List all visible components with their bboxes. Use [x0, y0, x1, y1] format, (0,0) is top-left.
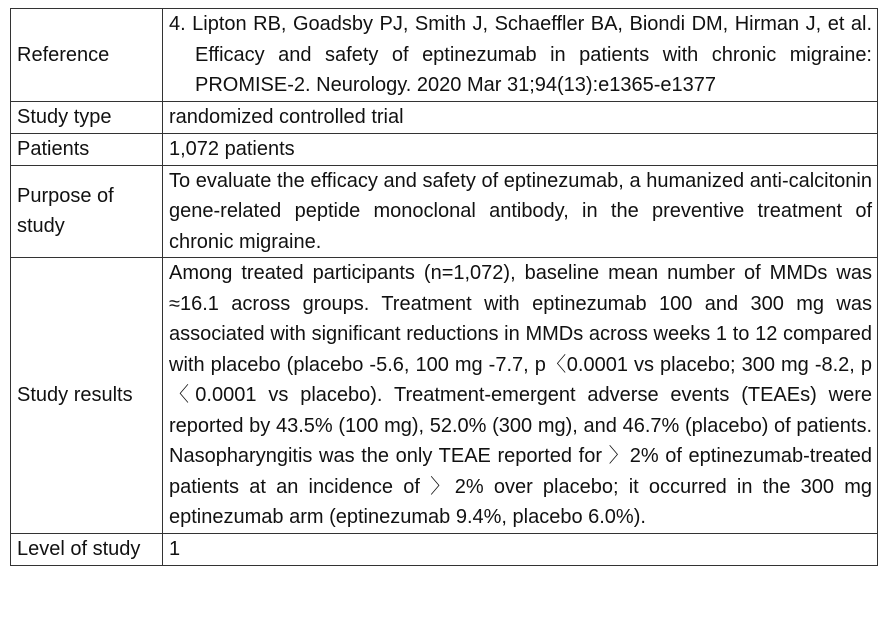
purpose-value: To evaluate the efficacy and safety of eptinezumab, a humanized anti-calcitonin gene-related peptide monoclonal antibody, in the preventive treatment of chronic migraine. — [163, 165, 878, 258]
study-type-value: randomized controlled trial — [163, 101, 878, 133]
study-type-row — [11, 101, 878, 133]
level-row — [11, 533, 878, 565]
results-value: Among treated participants (n=1,072), baseline mean number of MMDs was ≈16.1 across groups. Treatment with eptinezumab 100 and 300 mg was associated with significant reductions in MMDs across weeks 1 to 12 compared with placebo (placebo -5.6, 100 mg -7.7, p〈0.0001 vs placebo; 300 mg -8.2, p〈0.0001 vs placebo). Treatment-emergent adverse events (TEAEs) were reported by 43.5% (100 mg), 52.0% (300 mg), and 46.7% (placebo) of patients. Nasopharyngitis was the only TEAE reported for 〉2% of eptinezumab-treated patients at an incidence of 〉2% over placebo; it occurred in the 300 mg eptinezumab arm (eptinezumab 9.4%, placebo 6.0%). — [163, 258, 878, 534]
results-label: Study results — [11, 258, 163, 534]
reference-value: 4. Lipton RB, Goadsby PJ, Smith J, Schaeffler BA, Biondi DM, Hirman J, et al. Efficacy and safety of eptinezumab in patients with chronic migraine: PROMISE-2. Neurology. 2020 Mar 31;94(13):e1365-e1377 — [169, 13, 872, 96]
results-row — [11, 258, 878, 534]
patients-row — [11, 133, 878, 165]
level-value: 1 — [163, 533, 878, 565]
purpose-label: Purpose of study — [11, 165, 163, 258]
reference-label: Reference — [11, 9, 163, 102]
reference-row — [11, 9, 878, 102]
patients-label: Patients — [11, 133, 163, 165]
level-label: Level of study — [11, 533, 163, 565]
purpose-row — [11, 165, 878, 258]
reference-value-cell — [163, 9, 878, 102]
study-summary-table — [10, 8, 878, 566]
study-type-label: Study type — [11, 101, 163, 133]
patients-value: 1,072 patients — [163, 133, 878, 165]
